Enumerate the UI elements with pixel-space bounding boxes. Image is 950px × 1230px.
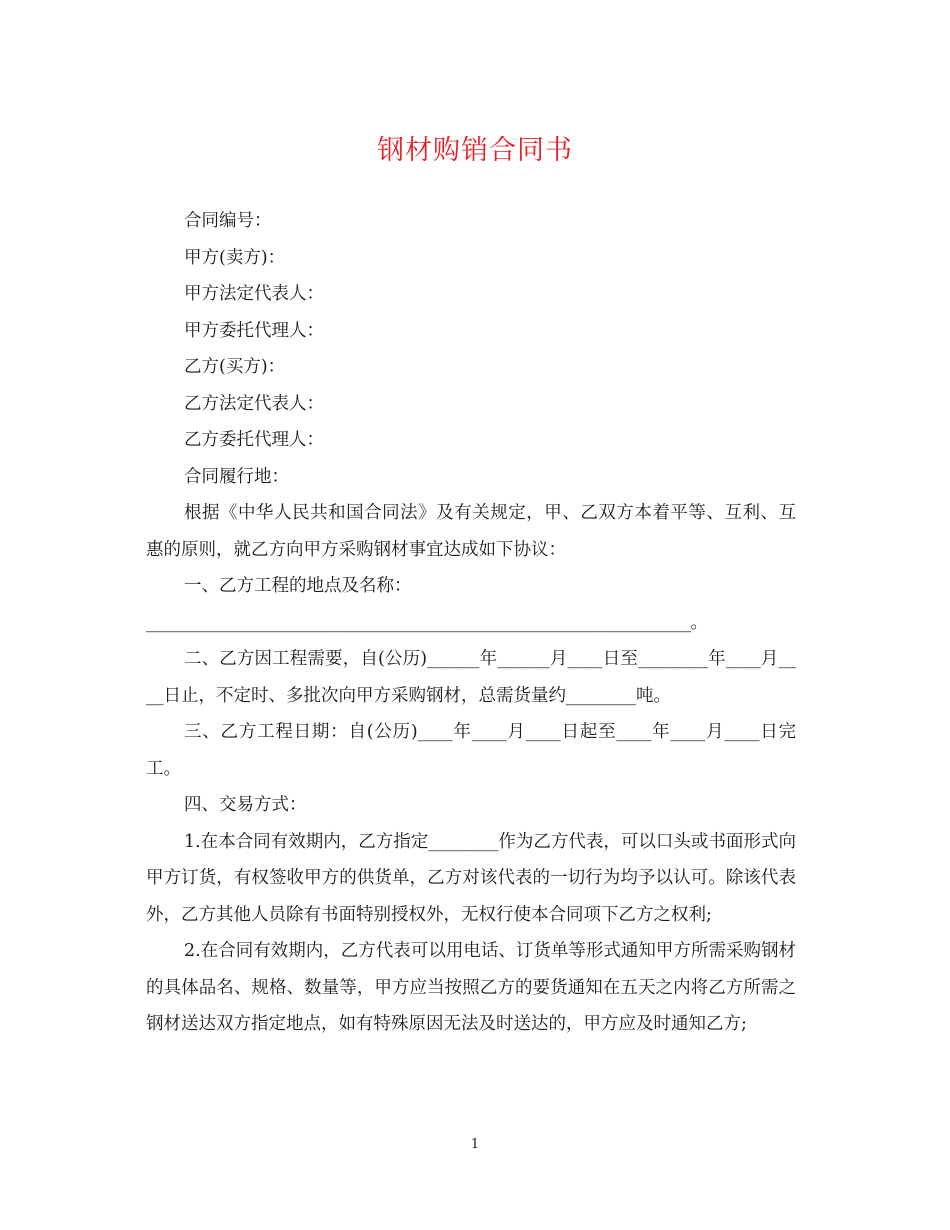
page-number: 1 xyxy=(470,1137,480,1152)
party-a-agent-line: 甲方委托代理人： xyxy=(184,320,324,341)
contract-number-line: 合同编号： xyxy=(184,211,272,231)
clause-2-paragraph: 二、乙方因工程需要，自(公历)______年______月____日至________年____月____日止，不定时、多批次向甲方采购钢材，总需货量约________吨。 xyxy=(146,649,796,706)
party-b-line: 乙方(买方)： xyxy=(184,357,286,377)
clause-4-item-1: 1.在本合同有效期内，乙方指定________作为乙方代表，可以口头或书面形式向甲方订货，有权签收甲方的供货单，乙方对该代表的一切行为均予以认可。除该代表外，乙方其他人员除有书面特别授权外，无权行使本合同项下乙方之权利; xyxy=(146,831,796,925)
clause-4-heading: 四、交易方式： xyxy=(184,795,307,815)
clause-4-item-2: 2.在合同有效期内，乙方代表可以用电话、订货单等形式通知甲方所需采购钢材的具体品名、规格、数量等，甲方应当按照乙方的要货通知在五天之内将乙方所需之钢材送达双方指定地点，如有特殊原因无法及时送达的，甲方应及时通知乙方; xyxy=(146,941,796,1034)
clause-3-paragraph: 三、乙方工程日期：自(公历)____年____月____日起至____年____月____日完工。 xyxy=(146,722,796,779)
performance-place-line: 合同履行地： xyxy=(184,466,289,487)
preamble-paragraph: 根据《中华人民共和国合同法》及有关规定，甲、乙双方本着平等、互利、互惠的原则，就乙方向甲方采购钢材事宜达成如下协议： xyxy=(146,503,796,560)
clause-1-heading: 一、乙方工程的地点及名称： xyxy=(184,576,412,596)
party-a-line: 甲方(卖方)： xyxy=(184,247,286,268)
party-b-agent-line: 乙方委托代理人： xyxy=(184,430,324,450)
project-name-blank: __________________________________________________________________。 xyxy=(146,612,708,633)
party-a-legal-rep-line: 甲方法定代表人： xyxy=(184,284,324,304)
party-b-legal-rep-line: 乙方法定代表人： xyxy=(184,393,324,414)
contract-title: 钢材购销合同书 xyxy=(377,135,573,166)
contract-body xyxy=(146,203,796,1043)
